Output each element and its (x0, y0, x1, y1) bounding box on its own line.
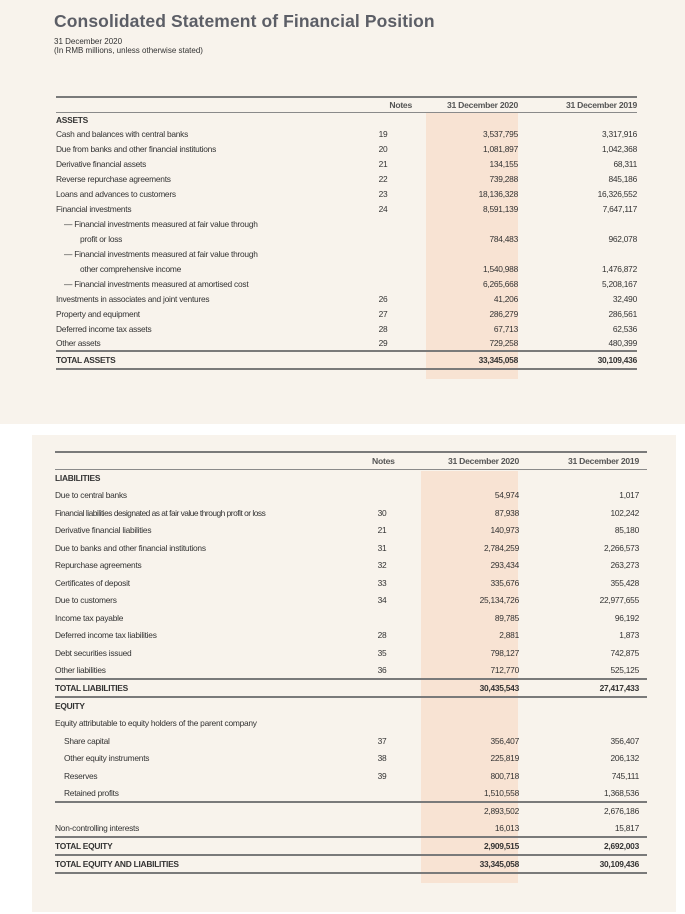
table-row: Reverse repurchase agreements 22 739,288 845,186 (56, 173, 637, 184)
liabilities-heading: LIABILITIES (55, 473, 101, 483)
table-row: Due to customers 34 25,134,726 22,977,655 (55, 595, 639, 606)
table-row: Deferred income tax assets 28 67,713 62,536 (56, 323, 637, 334)
table-row: other comprehensive income 1,540,988 1,476,872 (80, 263, 637, 274)
prior-year-header: 31 December 2019 (567, 455, 639, 466)
notes-header: Notes (389, 99, 412, 110)
total-assets-row: TOTAL ASSETS 33,345,058 30,109,436 (56, 351, 637, 369)
current-year-header: 31 December 2020 (446, 99, 518, 110)
notes-header: Notes (372, 455, 395, 466)
total-equity-row: TOTAL EQUITY 2,909,515 2,692,003 (55, 837, 647, 855)
table-row: Loans and advances to customers 23 18,136,328 16,326,552 (56, 188, 637, 199)
table-row: — Financial investments measured at fair value through (64, 248, 258, 259)
table-row: Property and equipment 27 286,279 286,561 (56, 308, 637, 319)
statement-subtitle (54, 37, 203, 55)
table-row: Due to banks and other financial institutions 31 2,784,259 2,266,573 (55, 542, 639, 553)
liabilities-equity-table (55, 451, 647, 874)
assets-heading: ASSETS (56, 115, 89, 126)
table-row: Retained profits 1,510,558 1,368,536 (64, 787, 639, 798)
table-row: Non-controlling interests 16,013 15,817 (55, 822, 639, 833)
table-header-row (55, 452, 647, 469)
current-year-header: 31 December 2020 (447, 455, 519, 466)
page-title: Consolidated Statement of Financial Position (54, 11, 435, 31)
total-liabilities-row: TOTAL LIABILITIES 30,435,543 27,417,433 (55, 679, 647, 697)
table-row: profit or loss 784,483 962,078 (80, 233, 637, 244)
prior-year-header: 31 December 2019 (565, 99, 637, 110)
table-header-row (56, 97, 637, 112)
table-row: Share capital 37 356,407 356,407 (64, 735, 639, 746)
equity-heading: EQUITY (55, 701, 85, 712)
statement-date: 31 December 2020 (54, 37, 123, 46)
table-row: Other assets 29 729,258 480,399 (56, 338, 637, 348)
table-row: Certificates of deposit 33 335,676 355,428 (55, 577, 639, 588)
table-row: Financial liabilities designated as at fair value through profit or loss 30 87,938 102,242 (55, 507, 639, 518)
table-row: Income tax payable 89,785 96,192 (55, 612, 639, 623)
section-heading-row (56, 112, 637, 126)
table-row: Due to central banks 54,974 1,017 (55, 490, 639, 501)
parent-equity-label: Equity attributable to equity holders of the parent company (55, 718, 257, 729)
table-row: Derivative financial assets 21 134,155 68,311 (56, 158, 637, 169)
total-equity-liabilities-row: TOTAL EQUITY AND LIABILITIES 33,345,058 30,109,436 (55, 855, 647, 873)
table-row: Cash and balances with central banks 19 3,537,795 3,317,916 (56, 128, 637, 139)
table-row: Due from banks and other financial institutions 20 1,081,897 1,042,368 (56, 143, 637, 154)
table-row: Financial investments 24 8,591,139 7,647,117 (56, 203, 637, 214)
table-row: Other liabilities 36 712,770 525,125 (55, 664, 639, 675)
assets-table (56, 96, 637, 370)
table-row (55, 715, 647, 733)
table-row: Repurchase agreements 32 293,434 263,273 (55, 560, 639, 571)
table-row: Other equity instruments 38 225,819 206,132 (64, 753, 639, 764)
table-row: — Financial investments measured at fair value through (64, 218, 258, 229)
table-row: Deferred income tax liabilities 28 2,881 1,873 (55, 630, 639, 641)
table-row: Derivative financial liabilities 21 140,973 85,180 (55, 525, 639, 536)
table-row: Reserves 39 800,718 745,111 (64, 770, 639, 781)
table-row: Investments in associates and joint ventures 26 41,206 32,490 (56, 293, 637, 304)
table-row: — Financial investments measured at amortised cost 6,265,668 5,208,167 (64, 278, 637, 289)
equity-subtotal-row: 2,893,502 2,676,186 (55, 802, 647, 820)
table-row: Debt securities issued 35 798,127 742,875 (55, 647, 639, 658)
section-heading-row (55, 469, 647, 487)
unit-note: (In RMB millions, unless otherwise stated) (54, 46, 203, 55)
section-heading-row (55, 697, 647, 715)
